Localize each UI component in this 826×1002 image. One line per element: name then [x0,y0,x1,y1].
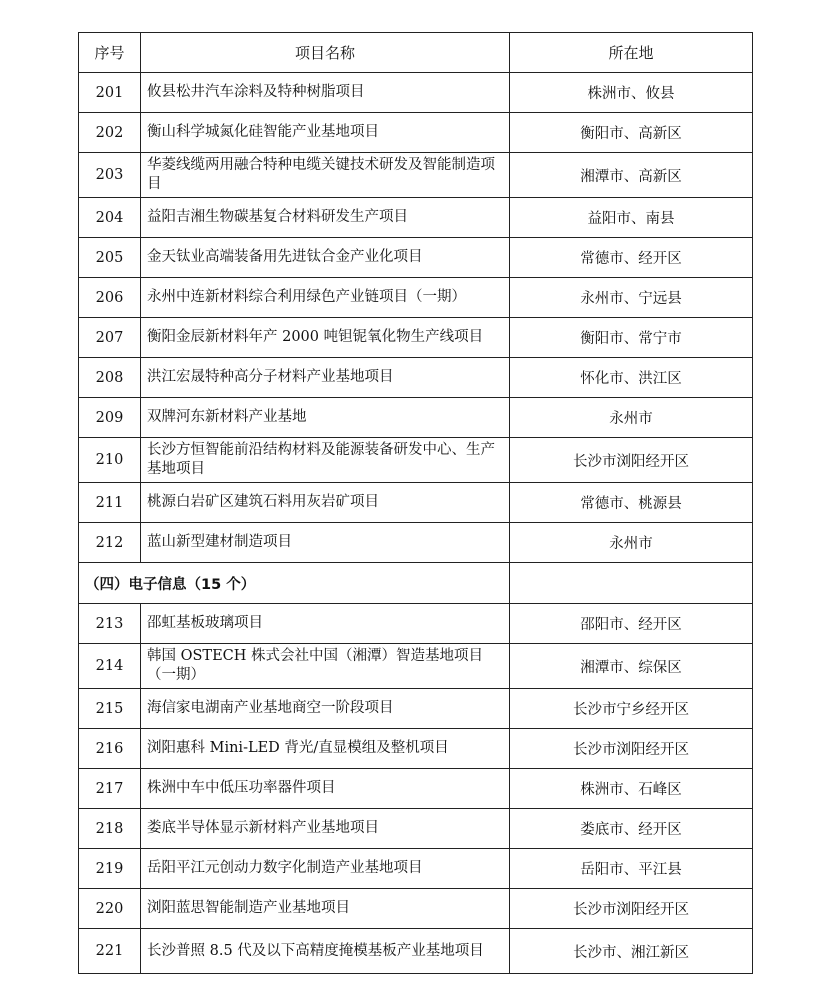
row-number: 201 [79,73,141,113]
row-number: 209 [79,398,141,438]
row-location: 衡阳市、高新区 [510,113,753,153]
header-project-name: 项目名称 [141,33,510,73]
table-row [79,113,753,153]
table-row [79,398,753,438]
row-location: 株洲市、攸县 [510,73,753,113]
row-location: 长沙市浏阳经开区 [510,438,753,483]
row-project-name: 金天钛业高端装备用先进钛合金产业化项目 [141,238,510,278]
row-project-name: 浏阳蓝思智能制造产业基地项目 [141,889,510,929]
table-row [79,278,753,318]
table-row [79,483,753,523]
row-location: 长沙市浏阳经开区 [510,889,753,929]
table-row [79,809,753,849]
section-empty-cell [510,563,753,604]
row-location: 常德市、桃源县 [510,483,753,523]
table-row [79,238,753,278]
header-number: 序号 [79,33,141,73]
table-row [79,729,753,769]
table-row [79,153,753,198]
row-number: 214 [79,644,141,689]
row-project-name: 长沙普照 8.5 代及以下高精度掩模基板产业基地项目 [141,929,510,974]
row-project-name: 衡山科学城氮化硅智能产业基地项目 [141,113,510,153]
row-location: 湘潭市、高新区 [510,153,753,198]
row-project-name: 株洲中车中低压功率器件项目 [141,769,510,809]
row-project-name: 岳阳平江元创动力数字化制造产业基地项目 [141,849,510,889]
table-row [79,889,753,929]
row-number: 220 [79,889,141,929]
row-location: 永州市 [510,398,753,438]
row-number: 221 [79,929,141,974]
row-project-name: 浏阳惠科 Mini-LED 背光/直显模组及整机项目 [141,729,510,769]
row-number: 210 [79,438,141,483]
row-location: 永州市 [510,523,753,563]
table-row [79,73,753,113]
row-project-name: 海信家电湖南产业基地商空一阶段项目 [141,689,510,729]
row-location: 衡阳市、常宁市 [510,318,753,358]
row-project-name: 邵虹基板玻璃项目 [141,604,510,644]
row-number: 216 [79,729,141,769]
row-project-name: 蓝山新型建材制造项目 [141,523,510,563]
row-project-name: 攸县松井汽车涂料及特种树脂项目 [141,73,510,113]
row-location: 永州市、宁远县 [510,278,753,318]
row-location: 娄底市、经开区 [510,809,753,849]
row-location: 长沙市浏阳经开区 [510,729,753,769]
row-number: 207 [79,318,141,358]
row-project-name: 双牌河东新材料产业基地 [141,398,510,438]
row-project-name: 桃源白岩矿区建筑石料用灰岩矿项目 [141,483,510,523]
section-row-electronics [79,563,753,604]
row-number: 211 [79,483,141,523]
row-number: 219 [79,849,141,889]
row-location: 长沙市宁乡经开区 [510,689,753,729]
row-number: 204 [79,198,141,238]
row-location: 益阳市、南县 [510,198,753,238]
table-row [79,438,753,483]
row-number: 203 [79,153,141,198]
table-row [79,769,753,809]
row-location: 长沙市、湘江新区 [510,929,753,974]
row-project-name: 永州中连新材料综合利用绿色产业链项目（一期） [141,278,510,318]
table-row [79,689,753,729]
row-location: 株洲市、石峰区 [510,769,753,809]
row-number: 217 [79,769,141,809]
row-project-name: 衡阳金辰新材料年产 2000 吨钽铌氧化物生产线项目 [141,318,510,358]
row-number: 205 [79,238,141,278]
table-row [79,358,753,398]
row-location: 邵阳市、经开区 [510,604,753,644]
row-project-name: 娄底半导体显示新材料产业基地项目 [141,809,510,849]
table-header-row [79,33,753,73]
row-project-name: 洪江宏晟特种高分子材料产业基地项目 [141,358,510,398]
row-number: 215 [79,689,141,729]
row-number: 206 [79,278,141,318]
row-project-name: 华菱线缆两用融合特种电缆关键技术研发及智能制造项目 [141,153,510,198]
row-project-name: 韩国 OSTECH 株式会社中国（湘潭）智造基地项目（一期） [141,644,510,689]
row-location: 怀化市、洪江区 [510,358,753,398]
row-location: 常德市、经开区 [510,238,753,278]
table-row [79,318,753,358]
header-location: 所在地 [510,33,753,73]
row-number: 208 [79,358,141,398]
project-table [78,32,753,974]
row-location: 岳阳市、平江县 [510,849,753,889]
row-project-name: 长沙方恒智能前沿结构材料及能源装备研发中心、生产基地项目 [141,438,510,483]
row-number: 213 [79,604,141,644]
row-number: 212 [79,523,141,563]
row-number: 202 [79,113,141,153]
row-number: 218 [79,809,141,849]
table-row [79,849,753,889]
table-row [79,929,753,974]
row-location: 湘潭市、综保区 [510,644,753,689]
table-row [79,198,753,238]
table-row [79,523,753,563]
table-row [79,644,753,689]
row-project-name: 益阳吉湘生物碳基复合材料研发生产项目 [141,198,510,238]
section-heading: （四）电子信息（15 个） [79,563,510,604]
table-row [79,604,753,644]
